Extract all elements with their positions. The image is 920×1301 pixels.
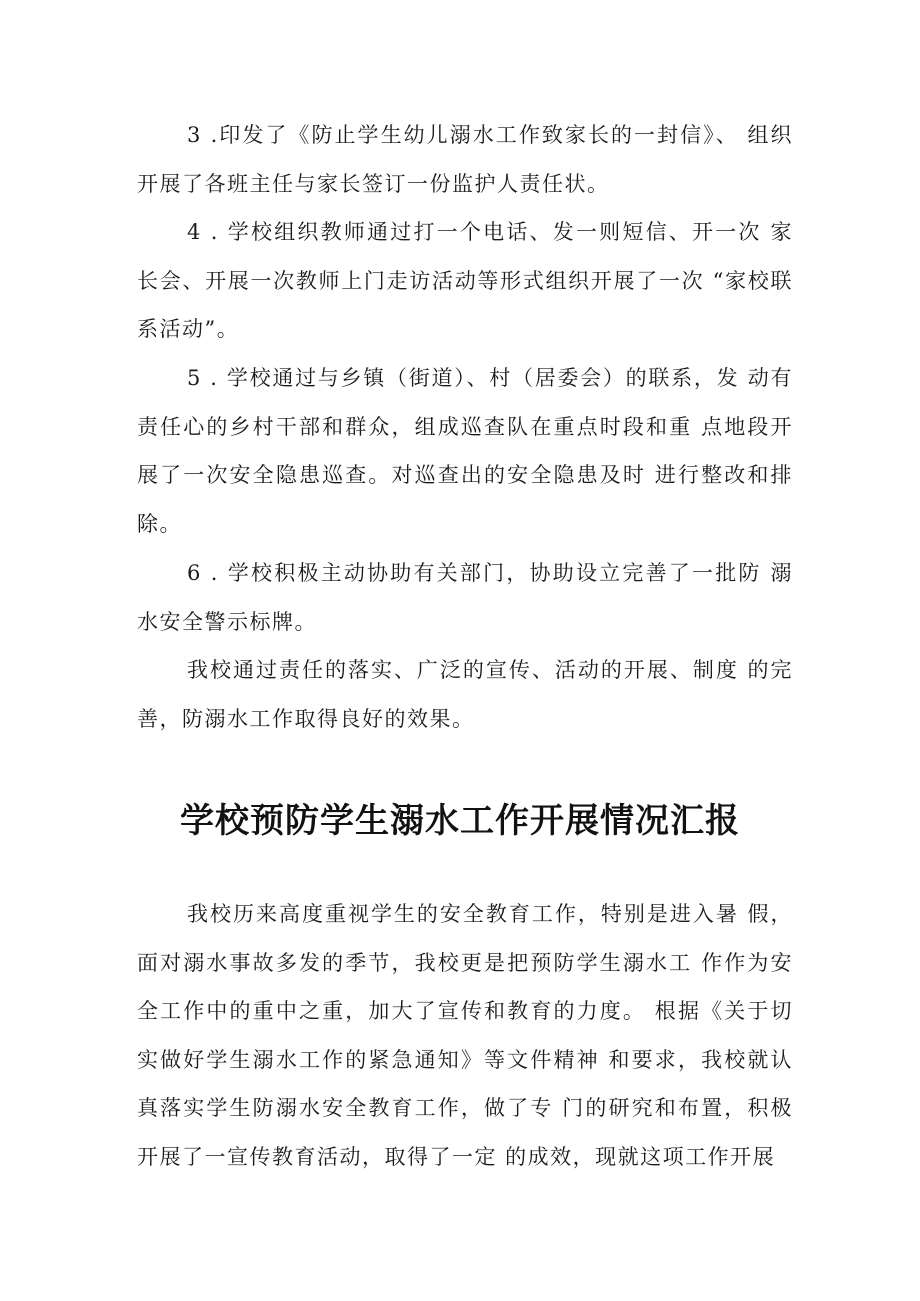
intro-paragraph: 我校历来高度重视学生的安全教育工作，特别是进入暑 假，面对溺水事故多发的季节，我校更是把预防学生溺水工 作作为安全工作中的重中之重，加大了宣传和教育的力度。 根据《关于切实做好学生溺水工作的紧急通知》等文件精神 和要求，我校就认真落实学生防溺水安全教育工作，做了专 门的研究和布置，积极开展了一宣传教育活动，取得了一定 的成效，现就这项工作开展 <box>137 902 793 1169</box>
item-4-paragraph: 4 . 学校组织教师通过打一个电话、发一则短信、开一次 家长会、开展一次教师上门走访活动等形式组织开展了一次 “家校联系活动”。 <box>137 220 793 341</box>
item-3-paragraph: 3 .印发了《防止学生幼儿溺水工作致家长的一封信》、 组织开展了各班主任与家长签订一份监护人责任状。 <box>137 123 793 196</box>
item-6-paragraph: 6 . 学校积极主动协助有关部门，协助设立完善了一批防 溺水安全警示标牌。 <box>137 561 793 634</box>
report-title: 学校预防学生溺水工作开展情况汇报 <box>180 801 740 841</box>
conclusion-paragraph: 我校通过责任的落实、广泛的宣传、活动的开展、制度 的完善，防溺水工作取得良好的效果。 <box>137 658 793 731</box>
item-5-paragraph: 5 . 学校通过与乡镇（街道）、村（居委会）的联系，发 动有责任心的乡村干部和群众，组成巡查队在重点时段和重 点地段开展了一次安全隐患巡查。对巡查出的安全隐患及时 进行整改和排除。 <box>137 366 793 536</box>
